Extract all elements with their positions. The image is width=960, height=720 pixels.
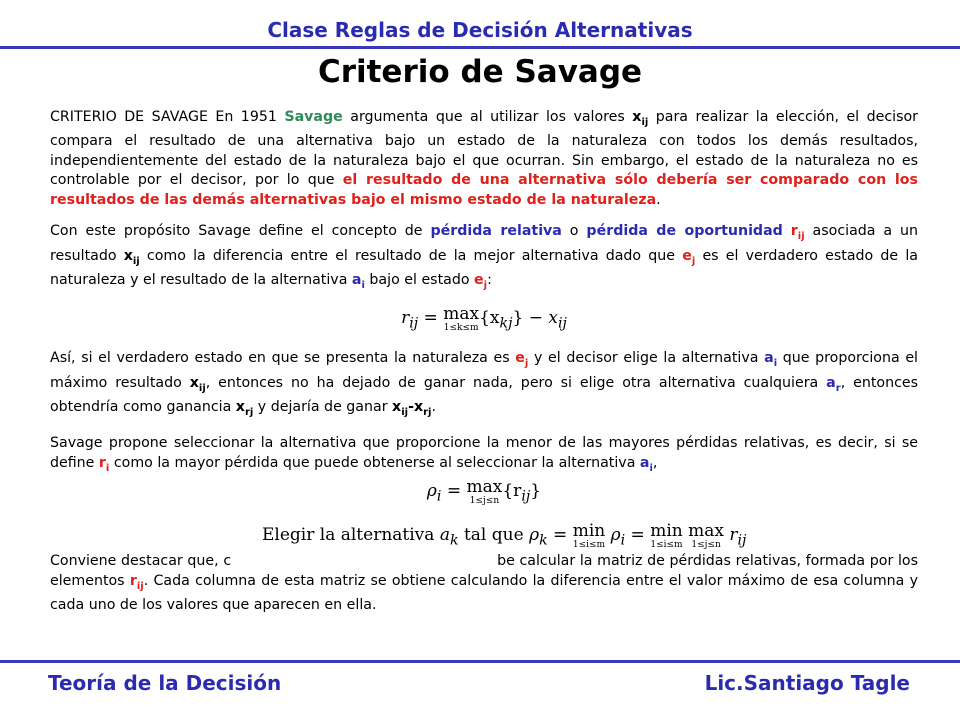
slide-title: Criterio de Savage — [317, 54, 643, 90]
formula-regret: $r_{ij}$ = max 1≤k≤m $\{x_{kj}\} - x_{ij}$ — [401, 304, 567, 334]
footer-rule — [0, 660, 960, 663]
var-r: $r_{ij}$ — [129, 572, 144, 592]
term-perdida-oportunidad: pérdida de oportunidad — [586, 223, 783, 240]
max-operator: max 1≤k≤m — [443, 304, 480, 334]
var-a: $a_i$ — [351, 271, 365, 291]
footer-course: Teoría de la Decisión — [48, 671, 282, 695]
var-e: $e_j$ — [474, 271, 488, 291]
text: argumenta que al utilizar los valores — [342, 109, 633, 125]
paragraph-matrix: Conviene destacar que, c be calcular la matriz de pérdidas relativas, formada por los elementos $r_{ij}$. Cada columna de esta matriz se obtiene calculando la diferencia entre el valor máximo de esa columna y cada uno de los valores que aparecen en ella. — [50, 553, 918, 613]
paragraph-proposal: Savage propone seleccionar la alternativa que proporcione la menor de las mayores pérdidas relativas, es decir, si se define $r_i$ como la mayor pérdida que puede obtenerse al seleccionar la alternativa $a_i$, — [50, 435, 918, 474]
var-a: $a_r$ — [826, 374, 841, 394]
var-x: $x_{ij}$ — [123, 247, 140, 267]
max-operator: max 1≤j≤n — [688, 521, 724, 550]
highlight-red: el resultado de una alternativa sólo debería ser comparado con los resultados de las demás alternativas bajo el mismo estado de la naturaleza — [50, 172, 918, 208]
paragraph-intro — [50, 108, 918, 210]
var-x: $x_{rj}$ — [235, 398, 254, 418]
var-r: $r_i$ — [98, 454, 110, 474]
var-x: $x_{ij}$ — [189, 374, 206, 394]
min-operator: min 1≤i≤m — [572, 521, 606, 550]
var-x: $x_{ij}$ — [632, 109, 649, 128]
var-a: $a_i$ — [764, 350, 778, 370]
var-e: $e_j$ — [515, 350, 529, 370]
var-r: $r_{ij}$ — [790, 223, 805, 243]
var-e: $e_j$ — [682, 247, 696, 267]
text: para realizar la elección, el decisor compara el resultado de una alternativa bajo un estado de la naturaleza con todos los demás resultados, independientemente del estado de la naturaleza bajo el que ocurran. Sin embargo, el estado de la naturaleza no es controlable por el decisor, por lo que — [50, 109, 918, 189]
header-title: Clase Reglas de Decisión Alternativas — [267, 18, 693, 42]
min-operator: min 1≤i≤m — [650, 521, 683, 550]
header-rule — [0, 46, 960, 49]
paragraph-explanation: Así, si el verdadero estado en que se presenta la naturaleza es $e_j$ y el decisor elige la alternativa $a_i$ que proporciona el máximo resultado $x_{ij}$, entonces no ha dejado de ganar nada, pero si elige otra alternativa cualquiera $a_r$, entonces obtendría como ganancia $x_{rj}$ y dejaría de ganar $x_{ij}-x_{rj}$. — [50, 350, 918, 418]
text: . — [656, 191, 661, 208]
savage-name: Savage — [284, 109, 343, 125]
max-operator: max 1≤j≤n — [466, 477, 503, 507]
formula-max-regret: $\rho_i$ = max 1≤j≤n $\{r_{ij}\}$ — [426, 477, 542, 507]
footer-author: Lic.Santiago Tagle — [704, 671, 910, 695]
text: CRITERIO DE SAVAGE En 1951 — [50, 109, 285, 125]
var-a: $a_i$ — [639, 454, 653, 474]
formula-minimax-regret: Elegir la alternativa $a_k$ tal que $\rho_k$ = min 1≤i≤m $\rho_i$ = min 1≤i≤m max 1≤j≤n $r_{ij}$ — [262, 521, 747, 550]
hidden-text — [231, 553, 497, 569]
term-perdida-relativa: pérdida relativa — [430, 223, 562, 240]
var-x-diff: $x_{ij}-x_{rj}$ — [392, 398, 432, 418]
paragraph-definition: Con este propósito Savage define el concepto de pérdida relativa o pérdida de oportunidad $r_{ij}$ asociada a un resultado $x_{ij}$ como la diferencia entre el resultado de la mejor alternativa dado que $e_j$ es el verdadero estado de la naturaleza y el resultado de la alternativa $a_i$ bajo el estado $e_j$: — [50, 223, 918, 291]
